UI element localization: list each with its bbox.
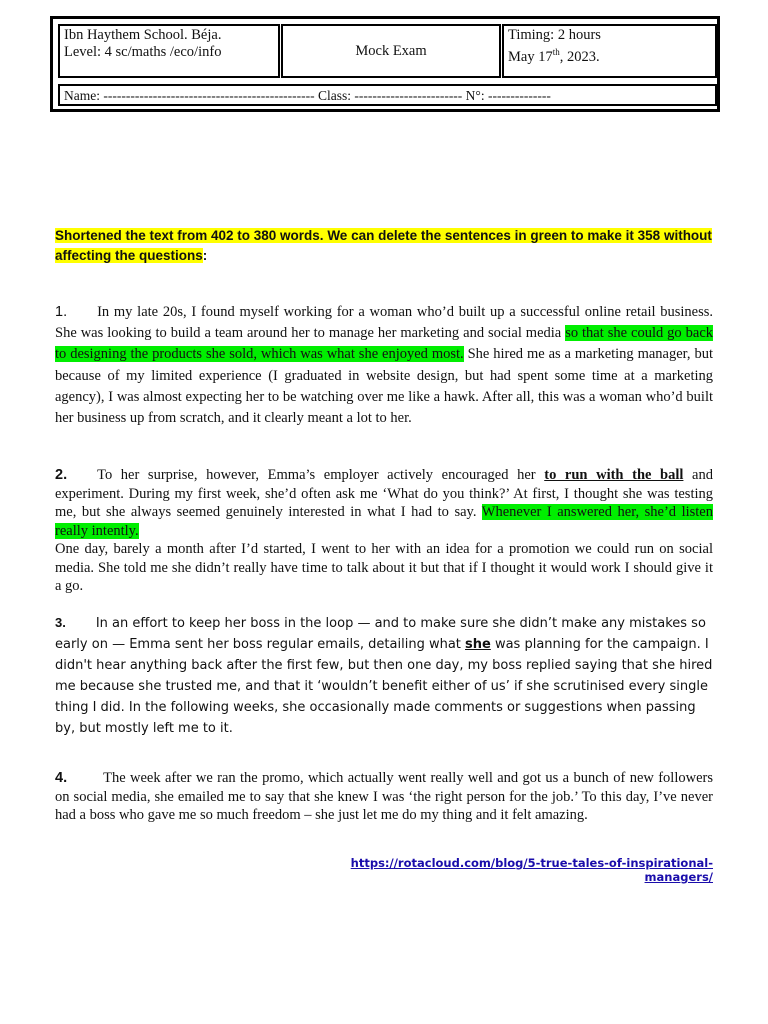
paragraph-3-number: 3. bbox=[55, 615, 66, 630]
teacher-note bbox=[55, 226, 715, 266]
paragraph-1-text-a: In my late 20s, I found myself working for a woman who’d built up a successful online retail business. She was looking to build a team around her to manage her marketing and social media bbox=[55, 304, 713, 342]
paragraph-1-text-b: She hired me as a marketing manager, but because of my limited experience (I graduated in website design, but had spent some time at a marketing agency), I was almost expecting her to be watching over me like a hawk. After all, this was a woman who’d built her business up from scratch, and it clearly meant a lot to her. bbox=[55, 346, 713, 427]
timing: Timing: 2 hours bbox=[508, 27, 601, 43]
teacher-note-highlight bbox=[55, 228, 712, 263]
name-class-number-line: Name: ----------------------------------------------- Class: ------------------------ N°: -------------- bbox=[64, 88, 551, 103]
level-info: Level: 4 sc/maths /eco/info bbox=[64, 44, 222, 60]
paragraph-2-text-c: One day, barely a month after I’d started, I went to her with an idea for a promotion we could run on social media. She told me she didn’t really have time to talk about it but that if I thought it would work I should give it a go. bbox=[55, 541, 713, 594]
student-info-row bbox=[58, 84, 717, 106]
exam-header bbox=[50, 16, 720, 112]
paragraph-2-underlined-phrase: to run with the ball bbox=[544, 467, 684, 483]
paragraph-1 bbox=[55, 302, 713, 429]
date-day: May 17 bbox=[508, 48, 553, 65]
exam-title-cell bbox=[281, 24, 501, 78]
date-year: , 2023. bbox=[559, 48, 600, 65]
paragraph-4-text: The week after we ran the promo, which actually went really well and got us a bunch of new followers on social media, she emailed me to say that she knew I was ‘the right person for the job.’ To this day, I’ve never had a boss who gave me so much freedom – she just let me do my thing and it felt amazing. bbox=[55, 770, 713, 823]
source-link[interactable]: https://rotacloud.com/blog/5-true-tales-of-inspirational-managers/ bbox=[350, 856, 713, 884]
paragraph-3-text-a: In an effort to keep her boss in the loop — and to make sure she didn’t make any mistakes so early on — Emma sent her boss regular emails, detailing what bbox=[55, 616, 706, 652]
paragraph-4 bbox=[55, 769, 713, 825]
exam-date bbox=[508, 44, 711, 66]
paragraph-1-green-sentence: so that she could go back to designing the products she sold, which was what she enjoyed most. bbox=[55, 325, 713, 363]
school-info-cell bbox=[58, 24, 280, 78]
paragraph-3 bbox=[55, 612, 713, 739]
teacher-note-text: Shortened the text from 402 to 380 words. We can delete the sentences in green to make it 358 without affecting the questions bbox=[55, 228, 712, 263]
paragraph-1-number: 1. bbox=[55, 304, 68, 320]
timing-cell bbox=[502, 24, 717, 78]
paragraph-2-number: 2. bbox=[55, 467, 68, 483]
paragraph-2 bbox=[55, 466, 713, 596]
paragraph-2-text-a: To her surprise, however, Emma’s employer actively encouraged her bbox=[97, 467, 545, 483]
teacher-note-colon: : bbox=[202, 248, 208, 263]
paragraph-2-green-sentence: Whenever I answered her, she’d listen really intently. bbox=[55, 504, 713, 539]
school-name: Ibn Haythem School. Béja. bbox=[64, 27, 222, 43]
paragraph-3-underlined-word: she bbox=[465, 637, 491, 652]
paragraph-2-text-b: and experiment. During my first week, she’d often ask me ‘What do you think?’ At first, I thought she was testing me, but she always seemed genuinely interested in what I had to say. bbox=[55, 467, 713, 520]
paragraph-3-text-b: was planning for the campaign. I didn't hear anything back after the first few, but then one day, my boss replied saying that she hired me because she trusted me, and that it ‘wouldn’t benefit either of us’ if she scrutinised every single thing I did. In the following weeks, she occasionally made comments or suggestions when passing by, but mostly left me to it. bbox=[55, 637, 713, 736]
paragraph-4-number: 4. bbox=[55, 770, 68, 786]
exam-title: Mock Exam bbox=[355, 42, 427, 59]
date-suffix-sup: th bbox=[552, 47, 560, 57]
